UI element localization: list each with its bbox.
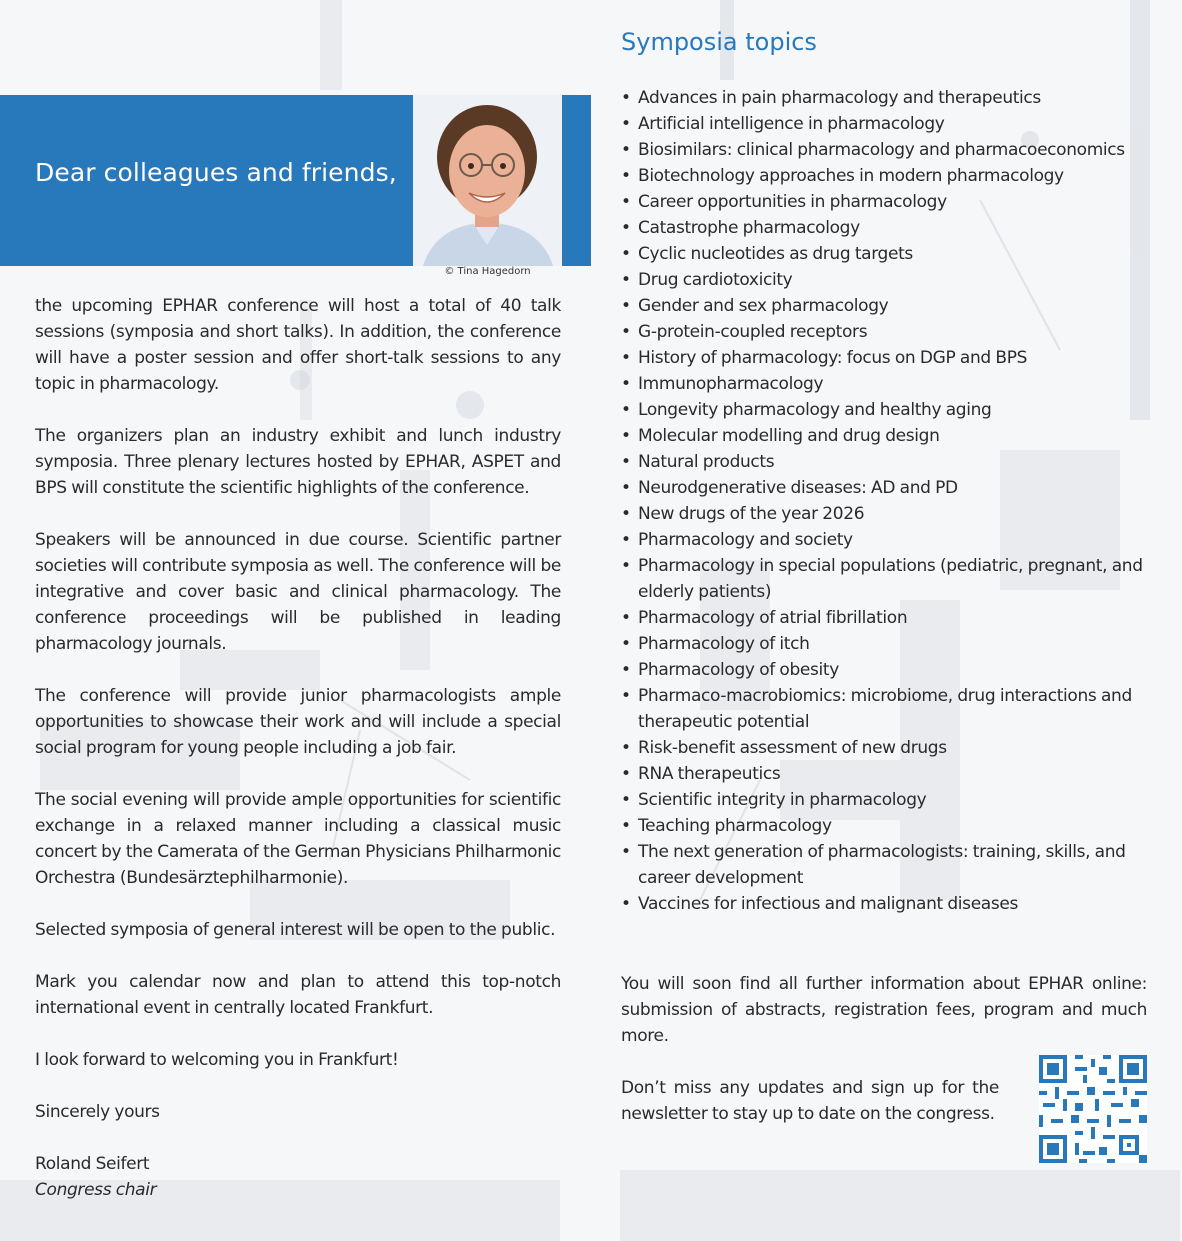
letter-paragraph: Speakers will be announced in due course. Scientific partner societies will contribute symposia as well. The conference will be integrative and cover basic and clinical pharmacology. The conference proceedings will be published in leading pharmacology journals. [35,530,561,654]
topic-item: • Biotechnology approaches in modern pharmacology [621,163,1147,189]
topic-item: • Pharmacology of itch [621,631,1147,657]
topic-item: • Neurodgenerative diseases: AD and PD [621,475,1147,501]
topic-item: • Pharmaco-macrobiomics: microbiome, drug interactions and therapeutic potential [621,683,1147,735]
signature-name: Roland Seifert [35,1154,150,1174]
letter-paragraph: Mark you calendar now and plan to attend this top-notch international event in centrally located Frankfurt. [35,972,561,1018]
topic-item: • Immunopharmacology [621,371,1147,397]
topic-item: • New drugs of the year 2026 [621,501,1147,527]
more-info-text: You will soon find all further information about EPHAR online: submission of abstracts, registration fees, program and much more. [621,974,1147,1046]
signature-role: Congress chair [35,1180,157,1200]
newsletter-text: Don’t miss any updates and sign up for the newsletter to stay up to date on the congress. [621,1078,999,1124]
topic-item: • Natural products [621,449,1147,475]
topic-item: • G-protein-coupled receptors [621,319,1147,345]
topics-list [621,85,1147,917]
topic-item: • Pharmacology in special populations (pediatric, pregnant, and elderly patients) [621,553,1147,605]
topics-title: Symposia topics [621,28,817,56]
portrait-photo [413,95,562,266]
topic-item: • Pharmacology of atrial fibrillation [621,605,1147,631]
topic-item: • Advances in pain pharmacology and therapeutics [621,85,1147,111]
topic-item: • Vaccines for infectious and malignant diseases [621,891,1147,917]
topic-item: • Biosimilars: clinical pharmacology and pharmacoeconomics [621,137,1147,163]
topic-item: • Pharmacology and society [621,527,1147,553]
topic-item: • Molecular modelling and drug design [621,423,1147,449]
topic-item: • Teaching pharmacology [621,813,1147,839]
topic-item: • Pharmacology of obesity [621,657,1147,683]
letter-closing: Sincerely yours [35,1102,160,1122]
letter-paragraph: I look forward to welcoming you in Frankfurt! [35,1050,399,1070]
letter-paragraph: The conference will provide junior pharmacologists ample opportunities to showcase their work and will include a special social program for young people including a job fair. [35,686,561,758]
topic-item: • RNA therapeutics [621,761,1147,787]
greeting-title: Dear colleagues and friends, [35,158,397,187]
portrait-illustration [413,95,562,266]
topic-item: • Longevity pharmacology and healthy aging [621,397,1147,423]
topic-item: • Cyclic nucleotides as drug targets [621,241,1147,267]
topic-item: • Gender and sex pharmacology [621,293,1147,319]
letter-body [35,293,561,1203]
topic-item: • Artificial intelligence in pharmacology [621,111,1147,137]
topic-item: • Catastrophe pharmacology [621,215,1147,241]
topic-item: • Career opportunities in pharmacology [621,189,1147,215]
letter-paragraph: the upcoming EPHAR conference will host a total of 40 talk sessions (symposia and short talks). In addition, the conference will have a poster session and offer short-talk sessions to any topic in pharmacology. [35,296,561,394]
letter-paragraph: The organizers plan an industry exhibit and lunch industry symposia. Three plenary lectures hosted by EPHAR, ASPET and BPS will constitute the scientific highlights of the conference. [35,426,561,498]
topic-item: • Scientific integrity in pharmacology [621,787,1147,813]
topic-item: • Drug cardiotoxicity [621,267,1147,293]
topic-item: • History of pharmacology: focus on DGP and BPS [621,345,1147,371]
letter-paragraph: The social evening will provide ample opportunities for scientific exchange in a relaxed manner including a classical music concert by the Camerata of the German Physicians Philharmonic Orchestra (Bundesärztephilharmonie). [35,790,561,888]
photo-credit: © Tina Hagedorn [444,266,531,277]
letter-paragraph: Selected symposia of general interest will be open to the public. [35,920,556,940]
topic-item: • Risk-benefit assessment of new drugs [621,735,1147,761]
qr-code-icon[interactable] [1039,1055,1147,1163]
topic-item: • The next generation of pharmacologists: training, skills, and career development [621,839,1147,891]
